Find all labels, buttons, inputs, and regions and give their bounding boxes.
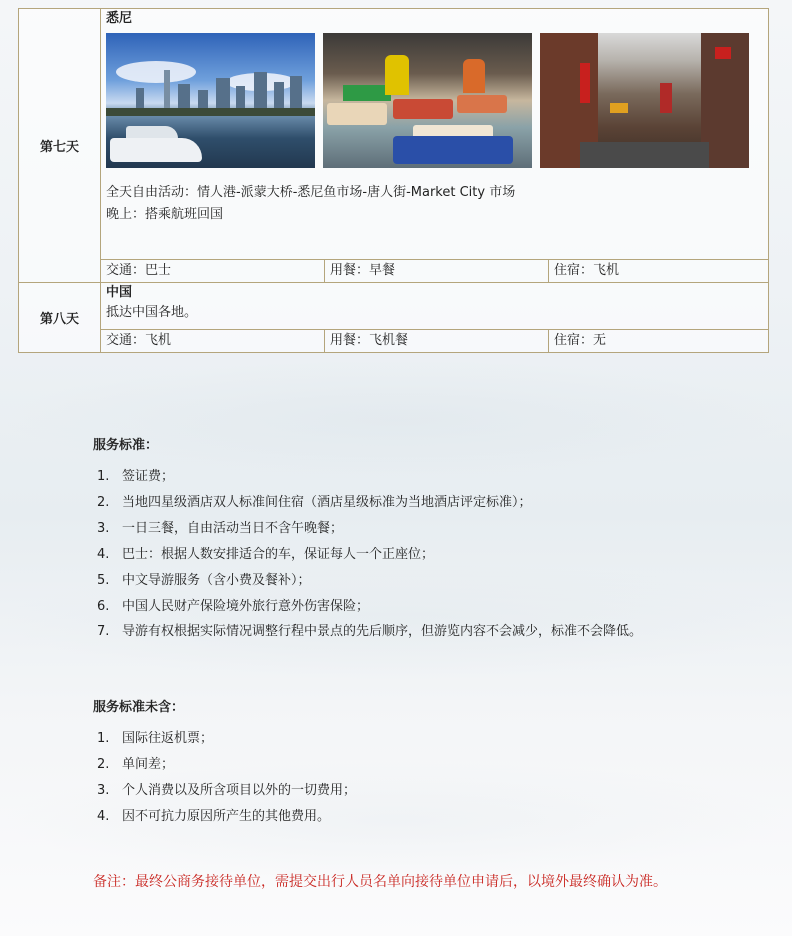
city-name: 中国 bbox=[106, 285, 133, 300]
list-item: 1. 签证费； bbox=[97, 469, 175, 484]
list-item: 1. 国际往返机票； bbox=[97, 731, 214, 746]
lodging-cell: 住宿：无 bbox=[549, 330, 769, 353]
excluded-list bbox=[93, 726, 702, 830]
excluded-section bbox=[93, 698, 702, 830]
list-item: 2. 当地四星级酒店双人标准间住宿（酒店星级标准为当地酒店评定标准）； bbox=[97, 495, 532, 510]
fish-market-photo bbox=[323, 33, 532, 168]
list-item: 3. 个人消费以及所含项目以外的一切费用； bbox=[97, 783, 357, 798]
section-title: 服务标准未含： bbox=[93, 700, 185, 715]
list-item: 3. 一日三餐，自由活动当日不含午晚餐； bbox=[97, 521, 344, 536]
list-item: 4. 巴士：根据人数安排适合的车，保证每人一个正座位； bbox=[97, 547, 435, 562]
day-content bbox=[101, 9, 769, 260]
city-name: 悉尼 bbox=[106, 11, 133, 26]
day-label: 第八天 bbox=[19, 283, 101, 353]
list-item: 2. 单间差； bbox=[97, 757, 175, 772]
included-section bbox=[93, 436, 702, 644]
list-item: 5. 中文导游服务（含小费及餐补）； bbox=[97, 573, 311, 588]
transport-cell: 交通：巴士 bbox=[101, 260, 325, 283]
day-content bbox=[101, 283, 769, 330]
included-list bbox=[93, 464, 702, 644]
itinerary-table bbox=[18, 8, 769, 353]
meals-cell: 用餐：飞机餐 bbox=[325, 330, 549, 353]
photo-strip bbox=[106, 33, 763, 168]
harbour-photo bbox=[106, 33, 315, 168]
transport-cell: 交通：飞机 bbox=[101, 330, 325, 353]
day-evening: 晚上：搭乘航班回国 bbox=[106, 207, 224, 222]
list-item: 7. 导游有权根据实际情况调整行程中景点的先后顺序，但游览内容不会减少，标准不会降低。 bbox=[97, 624, 643, 639]
list-item: 6. 中国人民财产保险境外旅行意外伤害保险； bbox=[97, 599, 370, 614]
remark-note: 备注：最终公商务接待单位，需提交出行人员名单向接待单位申请后，以境外最终确认为准。 bbox=[93, 874, 667, 890]
day-activity: 全天自由活动：情人港-派蒙大桥-悉尼鱼市场-唐人街-Market City 市场 bbox=[106, 185, 516, 200]
meals-cell: 用餐：早餐 bbox=[325, 260, 549, 283]
day-label: 第七天 bbox=[19, 9, 101, 283]
list-item: 4. 因不可抗力原因所产生的其他费用。 bbox=[97, 809, 331, 824]
lodging-cell: 住宿：飞机 bbox=[549, 260, 769, 283]
section-title: 服务标准： bbox=[93, 438, 159, 453]
chinatown-photo bbox=[540, 33, 749, 168]
day-activity: 抵达中国各地。 bbox=[106, 305, 198, 320]
